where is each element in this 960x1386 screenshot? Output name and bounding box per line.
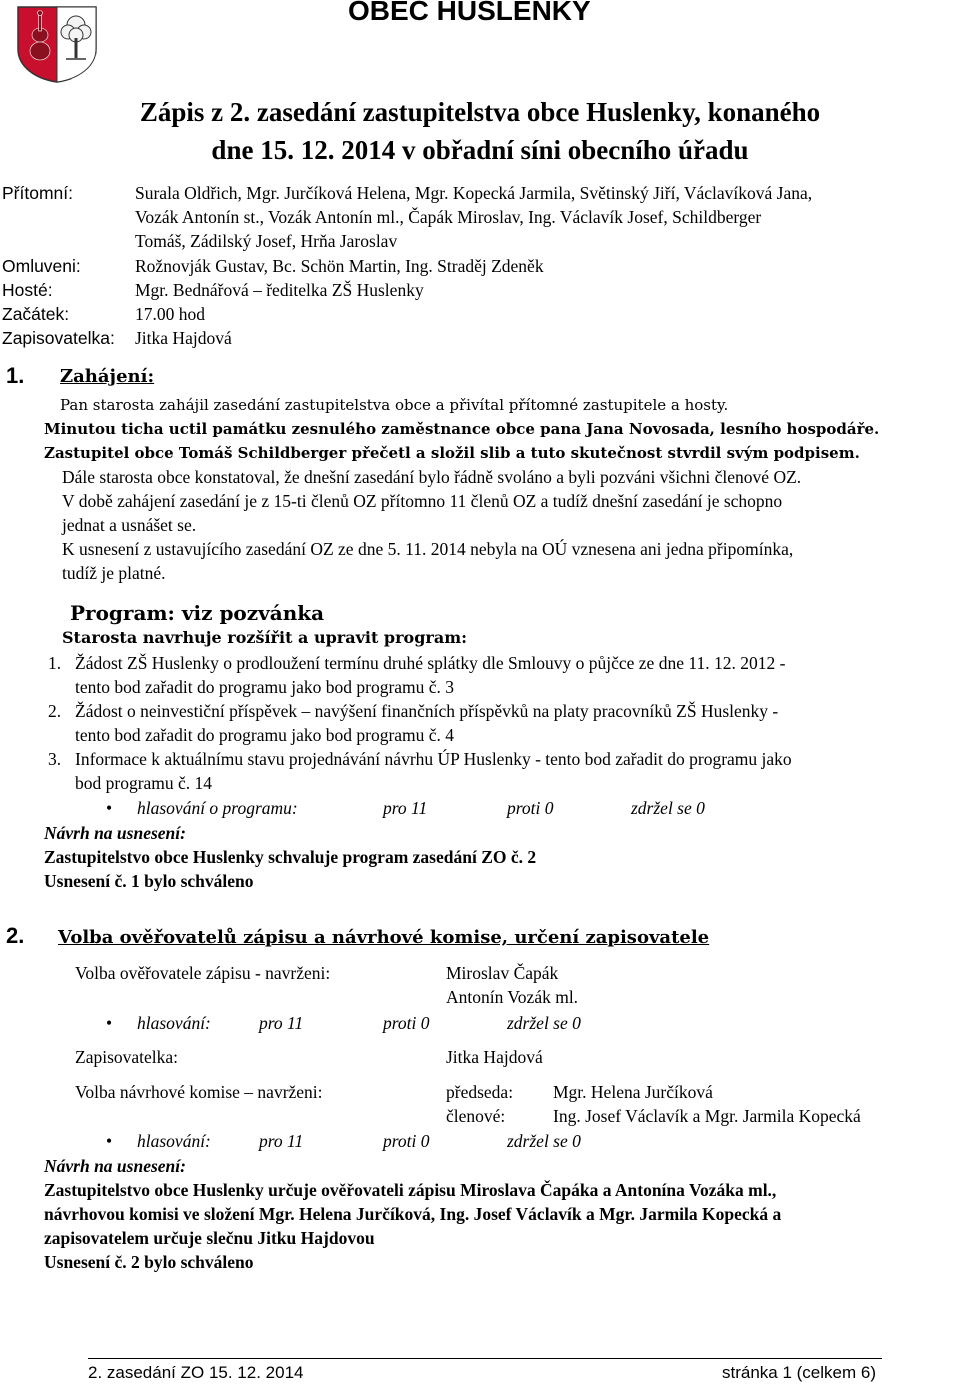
vote-label: hlasování o programu: xyxy=(137,798,298,818)
verifiers-label: Volba ověřovatele zápisu - navrženi: xyxy=(75,963,331,983)
proposal-label: Návrh na usnesení: xyxy=(44,1156,186,1176)
paragraph: Minutou ticha uctil památku zesnulého zaměstnance obce pana Jana Novosada, lesního hospodáře. xyxy=(44,420,880,438)
members-label: členové: xyxy=(446,1106,506,1126)
program-item: tento bod zařadit do programu jako bod programu č. 4 xyxy=(75,725,455,745)
program-item: tento bod zařadit do programu jako bod programu č. 3 xyxy=(75,677,455,697)
recorder-label: Zapisovatelka: xyxy=(75,1047,179,1067)
start-label: Začátek: xyxy=(2,304,70,324)
municipality-coat-of-arms xyxy=(16,5,98,83)
recorder-name: Jitka Hajdová xyxy=(446,1047,543,1067)
recorder-label: Zapisovatelka: xyxy=(2,328,115,348)
excused-label: Omluveni: xyxy=(2,256,81,276)
present-line: Vozák Antonín st., Vozák Antonín ml., Čapák Miroslav, Ing. Václavík Josef, Schildberger xyxy=(135,207,762,227)
vote-abstain: zdržel se 0 xyxy=(507,1013,581,1033)
chair-label: předseda: xyxy=(446,1082,514,1102)
municipality-name: OBEC HUSLENKY xyxy=(348,0,591,26)
proposal-text: Zastupitelstvo obce Huslenky schvaluje program zasedání ZO č. 2 xyxy=(44,847,537,867)
footer-meeting: 2. zasedání ZO 15. 12. 2014 xyxy=(88,1363,304,1382)
vote-label: hlasování: xyxy=(137,1013,211,1033)
program-item: Informace k aktuálnímu stavu projednávání návrhu ÚP Huslenky - tento bod zařadit do programu jako xyxy=(75,749,792,769)
vote-abstain: zdržel se 0 xyxy=(507,1131,581,1151)
paragraph: Pan starosta zahájil zasedání zastupitelstva obce a přivítal přítomné zastupitele a hosty. xyxy=(60,396,729,414)
present-line: Tomáš, Zádilský Josef, Hrňa Jaroslav xyxy=(135,231,398,251)
section-number: 2. xyxy=(6,923,25,948)
chair-name: Mgr. Helena Jurčíková xyxy=(553,1082,713,1102)
vote-for: pro 11 xyxy=(259,1013,304,1033)
document-title-line2: dne 15. 12. 2014 v obřadní síni obecního úřadu xyxy=(211,135,749,165)
bullet-icon: • xyxy=(106,1131,113,1151)
footer-divider xyxy=(88,1358,882,1359)
vote-for: pro 11 xyxy=(259,1131,304,1151)
vote-label: hlasování: xyxy=(137,1131,211,1151)
section-number: 1. xyxy=(6,363,25,388)
program-subheading: Starosta navrhuje rozšířit a upravit program: xyxy=(62,628,468,647)
program-heading: Program: viz pozvánka xyxy=(70,601,325,625)
resolution-text: Usnesení č. 1 bylo schváleno xyxy=(44,871,254,891)
start-time: 17.00 hod xyxy=(135,304,205,324)
bullet-icon: • xyxy=(106,798,113,818)
program-item-number: 1. xyxy=(48,653,62,673)
members-names: Ing. Josef Václavík a Mgr. Jarmila Kopecká xyxy=(553,1106,861,1126)
program-item-number: 2. xyxy=(48,701,62,721)
verifier-name: Miroslav Čapák xyxy=(446,963,559,983)
program-item: Žádost ZŠ Huslenky o prodloužení termínu druhé splátky dle Smlouvy o půjčce ze dne 11. 12. 2012 - xyxy=(75,653,786,673)
program-item: Žádost o neinvestiční příspěvek – navýšení finančních příspěvků na platy pracovníků ZŠ Huslenky - xyxy=(75,701,779,721)
paragraph: K usnesení z ustavujícího zasedání OZ ze dne 5. 11. 2014 nebyla na OÚ vznesena ani jedna připomínka, xyxy=(62,539,794,559)
proposal-text: zapisovatelem určuje slečnu Jitku Hajdovou xyxy=(44,1228,375,1248)
bullet-icon: • xyxy=(106,1013,113,1033)
vote-abstain: zdržel se 0 xyxy=(631,798,705,818)
section-heading: Volba ověřovatelů zápisu a návrhové komise, určení zapisovatele xyxy=(58,927,710,948)
guests-label: Hosté: xyxy=(2,280,53,300)
verifier-name: Antonín Vozák ml. xyxy=(446,987,579,1007)
vote-against: proti 0 xyxy=(507,798,554,818)
proposal-text: Zastupitelstvo obce Huslenky určuje ověřovateli zápisu Miroslava Čapáka a Antonína Vozáka ml., xyxy=(44,1180,777,1200)
proposal-text: návrhovou komisi ve složení Mgr. Helena Jurčíková, Ing. Josef Václavík a Mgr. Jarmila Kopecká a xyxy=(44,1204,782,1224)
section-heading: Zahájení: xyxy=(60,366,155,387)
vote-for: pro 11 xyxy=(383,798,428,818)
paragraph: jednat a usnášet se. xyxy=(62,515,197,535)
program-item-number: 3. xyxy=(48,749,62,769)
vote-against: proti 0 xyxy=(383,1131,430,1151)
vote-against: proti 0 xyxy=(383,1013,430,1033)
footer-page-number: stránka 1 (celkem 6) xyxy=(722,1363,876,1382)
paragraph: Dále starosta obce konstatoval, že dnešní zasedání bylo řádně svoláno a byli pozváni všichni členové OZ. xyxy=(62,467,802,487)
proposal-label: Návrh na usnesení: xyxy=(44,823,186,843)
present-label: Přítomní: xyxy=(2,183,73,203)
guests-names: Mgr. Bednářová – ředitelka ZŠ Huslenky xyxy=(135,280,424,300)
paragraph: V době zahájení zasedání je z 15-ti členů OZ přítomno 11 členů OZ a tudíž dnešní zasedání je schopno xyxy=(62,491,783,511)
program-item: bod programu č. 14 xyxy=(75,773,213,793)
excused-names: Rožnovják Gustav, Bc. Schön Martin, Ing. Straděj Zdeněk xyxy=(135,256,544,276)
present-line: Surala Oldřich, Mgr. Jurčíková Helena, Mgr. Kopecká Jarmila, Světinský Jiří, Václavíková Jana, xyxy=(135,183,813,203)
paragraph: Zastupitel obce Tomáš Schildberger přečetl a složil slib a tuto skutečnost stvrdil svým podpisem. xyxy=(44,444,860,462)
recorder-name: Jitka Hajdová xyxy=(135,328,232,348)
paragraph: tudíž je platné. xyxy=(62,563,166,583)
committee-label: Volba návrhové komise – navrženi: xyxy=(75,1082,323,1102)
resolution-text: Usnesení č. 2 bylo schváleno xyxy=(44,1252,254,1272)
document-title-line1: Zápis z 2. zasedání zastupitelstva obce Huslenky, konaného xyxy=(139,97,821,127)
